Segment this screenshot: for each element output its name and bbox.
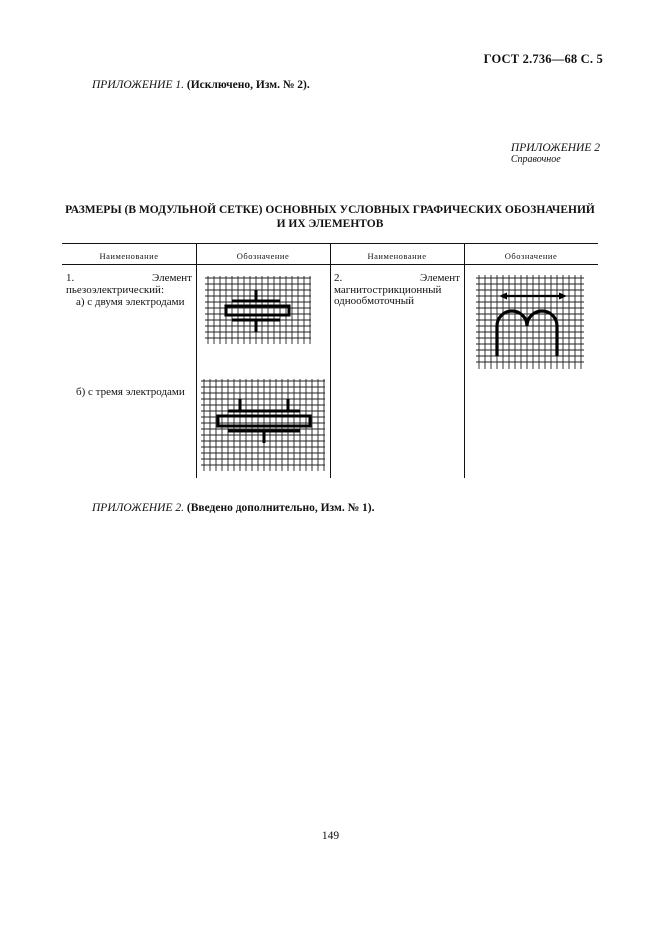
item-1a-label: а) с двумя электродами	[76, 296, 185, 308]
page-number: 149	[321, 830, 340, 842]
piezo-three-electrodes-symbol	[201, 379, 325, 471]
magnetostrictive-single-winding-symbol	[476, 275, 584, 369]
item-1-title: 1. Элемент пьезоэлектрический:	[66, 272, 192, 296]
column-header-name-2: Наименование	[367, 251, 427, 261]
appendix-2-amendment-note: (Введено дополнительно, Изм. № 1).	[186, 502, 375, 514]
modular-grid	[205, 276, 311, 344]
table-col-divider-3	[464, 243, 465, 478]
appendix-1-note: (Исключено, Изм. № 2).	[186, 79, 310, 91]
table-col-divider-2	[330, 243, 331, 478]
appendix-2-amendment-label: ПРИЛОЖЕНИЕ 2.	[92, 502, 184, 514]
appendix-2-heading	[511, 143, 600, 165]
appendix-2-amendment-line	[92, 502, 374, 514]
modular-grid	[476, 275, 584, 369]
column-header-name-1: Наименование	[99, 251, 159, 261]
table-title-line-1: РАЗМЕРЫ (В МОДУЛЬНОЙ СЕТКЕ) ОСНОВНЫХ УСЛОВНЫХ ГРАФИЧЕСКИХ ОБОЗНАЧЕНИЙ	[65, 204, 595, 216]
appendix-1-line	[92, 79, 310, 91]
appendix-1-label: ПРИЛОЖЕНИЕ 1.	[92, 79, 184, 91]
table-title-line-2: И ИХ ЭЛЕМЕНТОВ	[276, 218, 384, 230]
appendix-2-label: ПРИЛОЖЕНИЕ 2	[510, 142, 600, 154]
column-header-symbol-1: Обозначение	[236, 251, 290, 261]
page-header: ГОСТ 2.736—68 С. 5	[483, 52, 603, 66]
item-2-title: 2. Элемент магнитострикционный однообмоточный	[334, 272, 460, 307]
item-1b-label: б) с тремя электродами	[76, 386, 185, 398]
table-title	[62, 203, 598, 231]
appendix-2-type: Справочное	[510, 154, 561, 165]
column-header-symbol-2: Обозначение	[504, 251, 558, 261]
table-col-divider-1	[196, 243, 197, 478]
piezo-two-electrodes-symbol	[205, 276, 311, 344]
